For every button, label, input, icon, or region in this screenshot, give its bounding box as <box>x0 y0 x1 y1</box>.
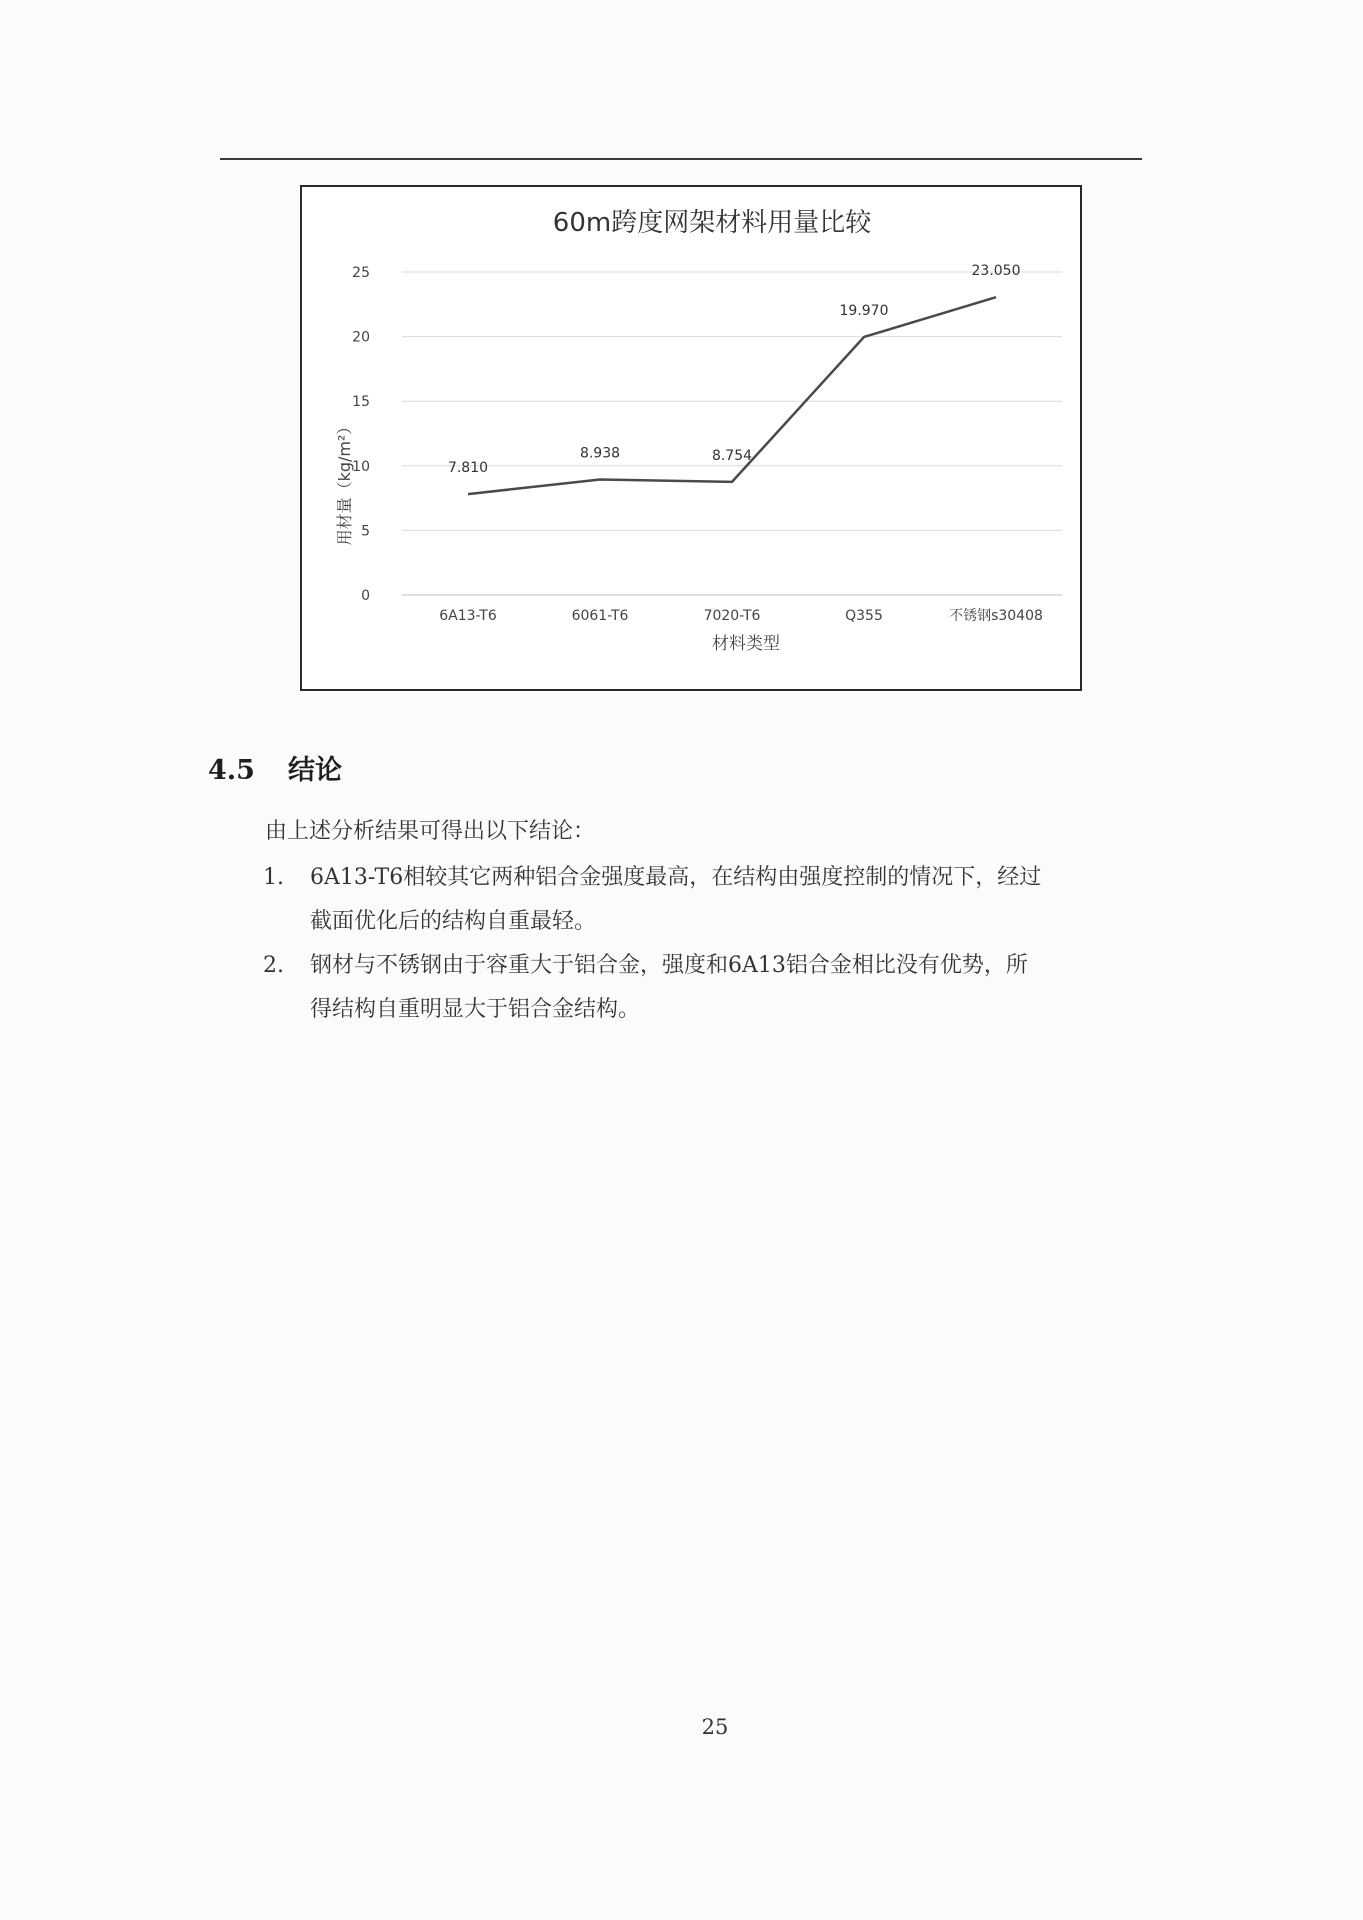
chart-svg <box>302 187 1080 689</box>
section-heading <box>208 748 342 787</box>
y-tick-label: 15 <box>352 394 370 411</box>
y-tick-label: 10 <box>352 458 370 475</box>
x-tick-label: 7020-T6 <box>703 608 761 624</box>
list-line: 得结构自重明显大于铝合金结构。 <box>310 997 641 1022</box>
y-tick-label: 0 <box>361 588 370 604</box>
y-axis-label: 用材量（kg/m²） <box>335 418 354 546</box>
x-tick-label: 不锈钢s30408 <box>949 608 1043 624</box>
list-marker: 1. <box>263 865 284 890</box>
y-tick-label: 5 <box>361 523 370 540</box>
page-number: 25 <box>701 1715 729 1739</box>
data-label: 8.938 <box>579 445 621 462</box>
section-number: 4.5 <box>208 755 255 786</box>
intro-paragraph: 由上述分析结果可得出以下结论： <box>265 819 596 844</box>
series-line <box>468 297 996 494</box>
conclusion-list <box>263 856 1183 1032</box>
x-tick-label: 6061-T6 <box>571 608 629 624</box>
x-tick-label: 6A13-T6 <box>439 608 497 624</box>
x-axis-label: 材料类型 <box>712 634 780 654</box>
section-title: 结论 <box>288 755 342 786</box>
data-label: 7.810 <box>447 460 489 477</box>
list-marker: 2. <box>263 953 284 978</box>
chart-figure <box>300 185 1082 691</box>
data-label: 19.970 <box>839 302 889 319</box>
list-line: 截面优化后的结构自重最轻。 <box>310 909 597 934</box>
list-item <box>263 856 1183 944</box>
list-item <box>263 944 1183 1032</box>
header-rule <box>220 158 1142 160</box>
data-label: 8.754 <box>711 447 753 464</box>
list-line: 钢材与不锈钢由于容重大于铝合金，强度和6A13铝合金相比没有优势，所 <box>310 953 1028 978</box>
y-tick-label: 20 <box>352 329 370 346</box>
data-label: 23.050 <box>971 263 1021 280</box>
x-tick-label: Q355 <box>845 608 883 624</box>
list-line: 6A13-T6相较其它两种铝合金强度最高，在结构由强度控制的情况下，经过 <box>310 865 1042 890</box>
y-tick-label: 25 <box>352 265 370 281</box>
chart-title: 60m跨度网架材料用量比较 <box>552 208 872 238</box>
